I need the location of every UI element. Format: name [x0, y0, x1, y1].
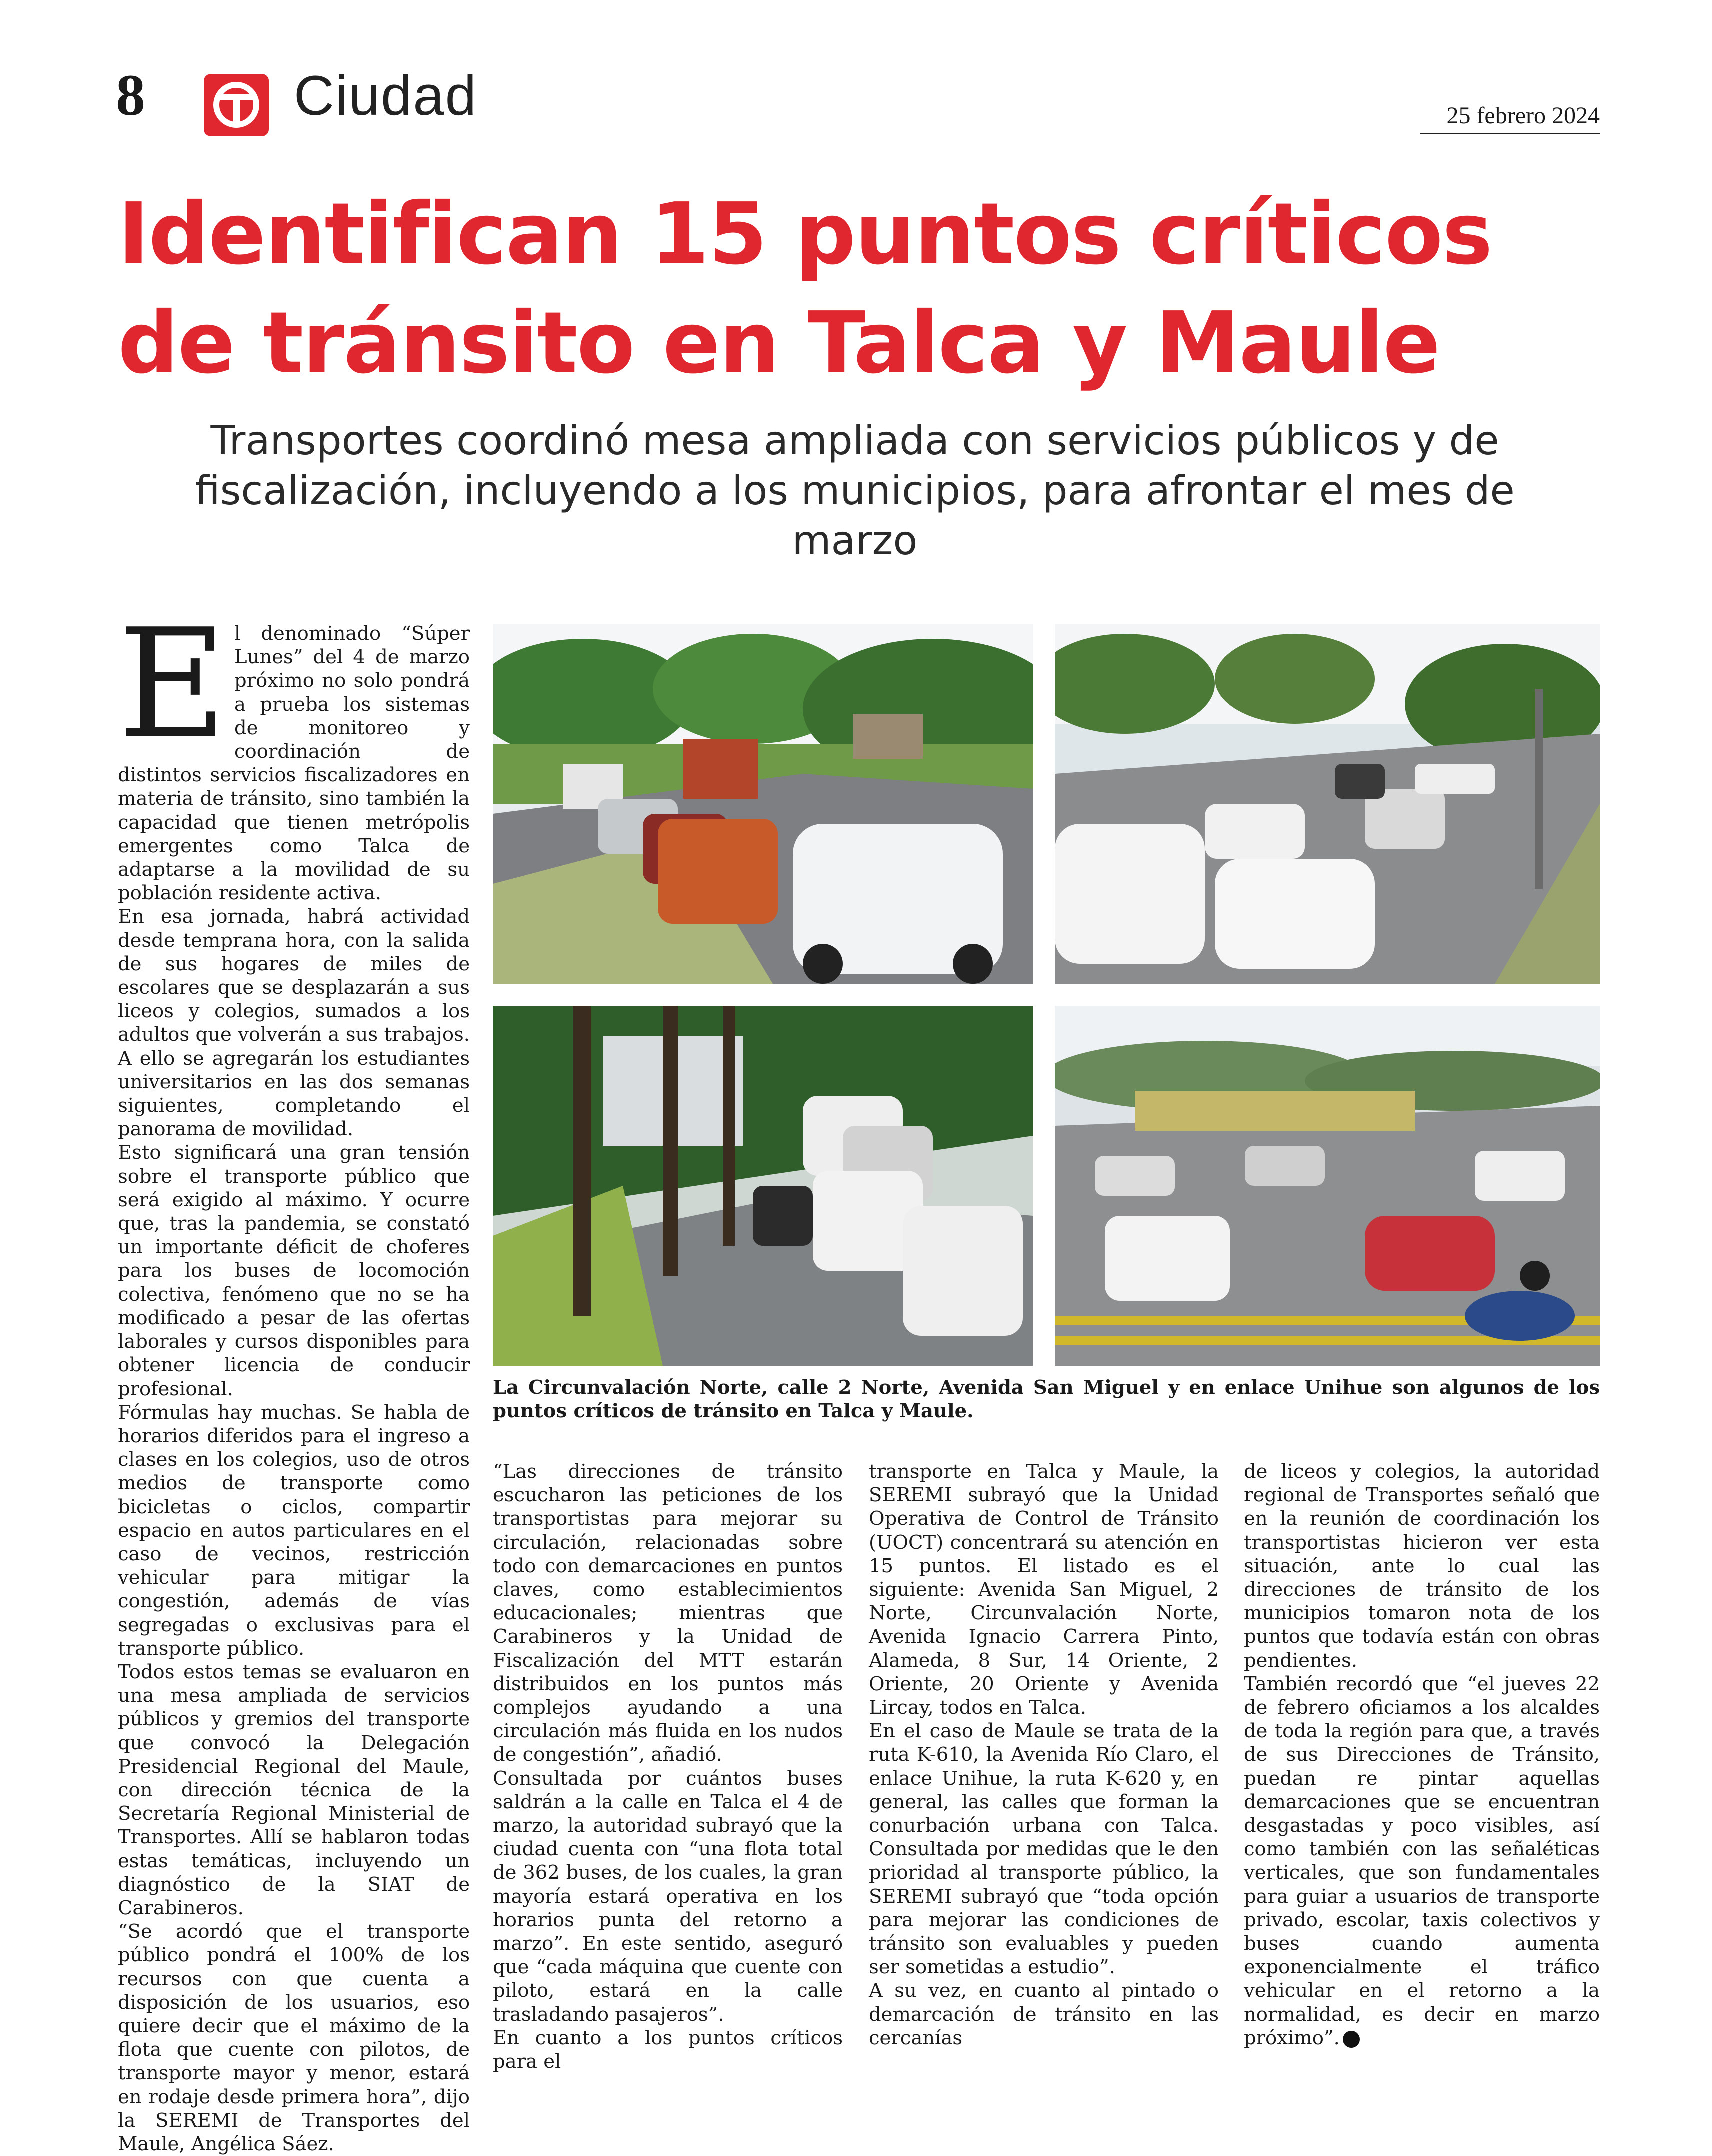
photo-avenida-san-miguel	[493, 1006, 1033, 1366]
article-column-1	[118, 597, 470, 2156]
article-column-3	[869, 1460, 1219, 2050]
paragraph: En cuanto a los puntos críticos para el	[493, 2026, 843, 2074]
paragraph	[118, 597, 470, 905]
paragraph: Consultada por cuántos buses saldrán a la calle en Talca el 4 de marzo, la autoridad subrayó que la ciudad cuenta con “una flota total de 362 buses, de los cuales, la gran mayoría estará operativa en los horarios punta del retorno a marzo”. En este sentido, aseguró que “cada máquina que cuente con piloto, estará en la calle trasladando pasajeros”.	[493, 1767, 843, 2026]
logo-mark-icon	[204, 74, 269, 136]
page-number: 8	[116, 62, 145, 128]
headline-line-1: Identifican 15 puntos críticos	[118, 185, 1492, 284]
section-name: Ciudad	[294, 64, 477, 127]
date-underline	[1420, 133, 1600, 134]
paragraph-text: l denominado “Súper Lunes” del 4 de marzo próximo no solo pondrá a prueba los sistemas de monitoreo y coordinación de distintos servicios fiscalizadores en materia de tránsito, sino también la capacidad que tienen metrópolis emergentes como Talca de adaptarse a la movilidad de su población residente activa.	[118, 622, 470, 905]
photo-circunvalacion-norte	[493, 624, 1033, 984]
paragraph: Esto significará una gran tensión sobre el transporte público que será exigido al máximo. Y ocurre que, tras la pandemia, se constató un importante déficit de choferes para los buses de locomoción colectiva, fenómeno que no se ha modificado a pesar de las ofertas laborales y cursos disponibles para obtener licencia de conducir profesional.	[118, 1142, 470, 1400]
newspaper-logo	[204, 74, 269, 136]
drop-cap: E	[118, 597, 227, 772]
paragraph: “Las direcciones de tránsito escucharon las peticiones de los transportistas para mejorar su circulación, relacionadas sobre todo con demarcaciones en puntos claves, como establecimientos educacionales; mientras que Carabineros y la Unidad de Fiscalización del MTT estarán distribuidos en los puntos más complejos ayudando a una circulación más fluida en los nudos de congestión”, añadió.	[493, 1460, 843, 1766]
article-column-2	[493, 1460, 843, 2074]
paragraph: A su vez, en cuanto al pintado o demarcación de tránsito en las cercanías	[869, 1980, 1219, 2050]
paragraph: “Se acordó que el transporte público pondrá el 100% de los recursos con que cuenta a disposición de los usuarios, eso quiere decir que el máximo de la flota que cuente con pilotos, de transporte mayor y menor, estará en rodaje desde primera hora”, dijo la SEREMI de Transportes del Maule, Angélica Sáez.	[118, 1920, 470, 2156]
paragraph	[1244, 1672, 1600, 2050]
photo-caption: La Circunvalación Norte, calle 2 Norte, Avenida San Miguel y en enlace Unihue son algunos de los puntos críticos de tránsito en Talca y Maule.	[493, 1376, 1600, 1422]
article-column-4	[1244, 1460, 1600, 2050]
photo-enlace-unihue	[1055, 1006, 1600, 1366]
end-of-article-icon	[1343, 2031, 1360, 2048]
paragraph: transporte en Talca y Maule, la SEREMI subrayó que la Unidad Operativa de Control de Tránsito (UOCT) concentrará su atención en 15 puntos. El listado es el siguiente: Avenida San Miguel, 2 Norte, Circunvalación Norte, Avenida Ignacio Carrera Pinto, Alameda, 8 Sur, 14 Oriente, 2 Oriente, 20 Oriente y Avenida Lircay, todos en Talca.	[869, 1460, 1219, 1720]
issue-date: 25 febrero 2024	[1446, 102, 1600, 129]
subtitle: Transportes coordinó mesa ampliada con servicios públicos y de fiscalización, incluyendo a los municipios, para afrontar el mes de marzo	[195, 418, 1515, 564]
paragraph: En esa jornada, habrá actividad desde temprana hora, con la salida de sus hogares de miles de escolares que se desplazarán a sus liceos y colegios, sumados a los adultos que volverán a sus trabajos. A ello se agregarán los estudiantes universitarios en las dos semanas siguientes, completando el panorama de movilidad.	[118, 906, 470, 1141]
headline-line-2: de tránsito en Talca y Maule	[118, 294, 1440, 393]
paragraph: En el caso de Maule se trata de la ruta K-610, la Avenida Río Claro, el enlace Unihue, la ruta K-620 y, en general, las calles que forman la conurbación urbana con Talca. Consultada por medidas que le den prioridad al transporte público, la SEREMI subrayó que “toda opción para mejorar las condiciones de tránsito son evaluables y pueden ser sometidas a estudio”.	[869, 1720, 1219, 1979]
headline	[118, 180, 1598, 398]
photo-calle-2-norte	[1055, 624, 1600, 984]
paragraph-text: También recordó que “el jueves 22 de febrero oficiamos a los alcaldes de toda la región para que, a través de sus Direcciones de Tránsito, puedan re pintar aquellas demarcaciones que se encuentran desgastadas y poco visibles, así como también con las señaléticas verticales, que son fundamentales para guiar a usuarios de transporte privado, escolar, taxis colectivos y buses cuando aumenta exponencialmente el tráfico vehicular en el retorno a la normalidad, es decir en marzo próximo”.	[1244, 1672, 1600, 2050]
paragraph: Todos estos temas se evaluaron en una mesa ampliada de servicios públicos y gremios del transporte que convocó la Delegación Presidencial Regional del Maule, con dirección técnica de la Secretaría Regional Ministerial de Transportes. Allí se hablaron todas estas temáticas, incluyendo un diagnóstico de la SIAT de Carabineros.	[118, 1660, 470, 1920]
paragraph: de liceos y colegios, la autoridad regional de Transportes señaló que en la reunión de coordinación los transportistas hicieron ver esta situación, ante lo cual las direcciones de tránsito de los municipios tomaron nota de los puntos que todavía están con obras pendientes.	[1244, 1460, 1600, 1672]
paragraph: Fórmulas hay muchas. Se habla de horarios diferidos para el ingreso a clases en los colegios, uso de otros medios de transporte como bicicletas o ciclos, compartir espacio en autos particulares en el caso de vecinos, restricción vehicular para mitigar la congestión, además de vías segregadas o exclusivas para el transporte público.	[118, 1401, 470, 1660]
